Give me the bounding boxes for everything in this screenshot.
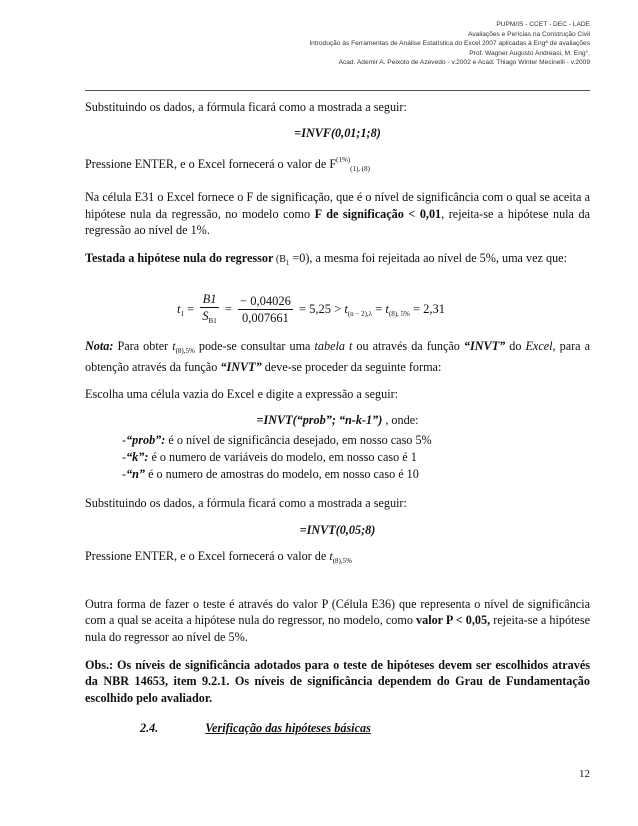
eq-symbol: t	[172, 338, 176, 353]
bold-text: Testada a hipótese nula do regressor	[85, 251, 274, 266]
bold-text: valor P < 0,05,	[416, 613, 491, 628]
formula-text: =INVT(“prob”; “n-k-1”)	[256, 413, 383, 428]
header-line: Introdução às Ferramentas de Análise Estatística do Excel 2007 aplicadas à Engª de avaliações	[309, 40, 590, 48]
paragraph-text: Pressione ENTER, e o Excel fornecerá o valor de	[85, 549, 330, 564]
paragraph	[85, 596, 590, 645]
paragraph-text: Para obter	[113, 338, 173, 353]
eq-operator: =	[187, 301, 195, 316]
italic-text: tabela t	[314, 338, 353, 353]
list-desc: é o numero de variáveis do modelo, em nosso caso é 1	[148, 450, 417, 465]
paragraph-text: , onde:	[382, 413, 419, 428]
header-divider	[85, 90, 590, 91]
eq-subscript: 1	[180, 309, 184, 318]
list-dash: -	[122, 467, 127, 482]
paragraph-text: , rejeita-se a hipótese nula da regressão ao nível de 1%.	[85, 206, 590, 238]
paragraph-text: rejeita-se a hipótese nula do regressor ao nível de 5%.	[85, 613, 590, 644]
paragraph-text: do	[505, 338, 526, 353]
header-line: Acad. Ademir A. Peixoto de Azevedo - v.2002 e Acad. Thiago Winter Mecinelli - v.2009	[338, 59, 590, 67]
list-item	[122, 449, 590, 466]
eq-symbol: t	[344, 301, 348, 316]
header-line: Prof. Wagner Augusto Andreasi, M. Eng°.	[469, 49, 590, 57]
paragraph-text: =0), a mesma foi rejeitada ao nível de 5%, uma vez que:	[289, 251, 567, 266]
section-title: Verificação das hipóteses básicas	[205, 721, 371, 736]
paragraph	[85, 152, 590, 177]
fraction	[238, 293, 293, 326]
page-number: 12	[579, 768, 590, 780]
fraction-numerator: B1	[200, 291, 218, 308]
eq-subscript: (8),5%	[175, 346, 195, 355]
formula-invt: =INVT(0,05;8)	[299, 522, 376, 537]
list-desc: é o nível de significância desejado, em nosso caso 5%	[165, 433, 432, 448]
eq-text: = 2,31	[413, 301, 446, 316]
eq-subscript: (8), 5%	[388, 309, 410, 318]
list-desc: é o numero de amostras do modelo, em nosso caso é 10	[145, 467, 419, 482]
observation-paragraph: Obs.: Os níveis de significância adotados para o teste de hipóteses devem ser escolhidos através da NBR 14653, item 9.2.1. Os níveis de significância dependem do Grau de Fundamentação escolhido pelo avaliador.	[85, 657, 590, 705]
t-test-equation	[85, 274, 590, 326]
paragraph: Escolha uma célula vazia do Excel e digite a expressão a seguir:	[85, 386, 399, 401]
list-item	[122, 432, 590, 449]
list-dash: -	[122, 450, 127, 465]
paragraph: Substituindo os dados, a fórmula ficará como a mostrada a seguir:	[85, 100, 407, 114]
parameter-list	[122, 432, 590, 483]
fraction-numerator: − 0,04026	[240, 294, 291, 309]
header-line: Avaliações e Perícias na Construção Civil	[468, 30, 590, 38]
superscript: (1%)	[336, 155, 351, 164]
paragraph-text: Outra forma de fazer o teste é através do valor P (Célula E36) que representa o nível de significância com a qual se aceita a hipótese nula do regressor, no modelo, como	[85, 596, 590, 628]
paragraph-text: (B	[273, 254, 286, 266]
bold-text: F de significação < 0,01	[314, 206, 442, 221]
formula-invf: =INVF(0,01;1;8)	[294, 126, 381, 141]
subscript: (1), (8)	[350, 164, 370, 173]
paragraph-text: deve-se proceder da seguinte forma:	[261, 360, 442, 375]
paragraph-text: para a obtenção através da função	[85, 338, 591, 375]
section-number: 2.4.	[140, 721, 159, 736]
page-header	[170, 20, 590, 68]
fraction-denominator: 0,007661	[242, 311, 289, 326]
eq-subscript: (n − 2),λ	[347, 309, 373, 318]
eq-symbol: S	[202, 308, 209, 323]
eq-subscript: B1	[208, 316, 217, 325]
eq-text: = 5,25 >	[298, 301, 342, 316]
eq-subscript: (8),5%	[332, 557, 352, 566]
paragraph: Substituindo os dados, a fórmula ficará como a mostrada a seguir:	[85, 496, 407, 511]
italic-text: Excel,	[525, 338, 556, 353]
paragraph	[85, 548, 590, 569]
function-name: “INVT”	[463, 338, 506, 353]
list-term: “prob”:	[126, 433, 166, 448]
paragraph-text: ou através da função	[352, 338, 464, 353]
eq-operator: =	[375, 301, 383, 316]
eq-symbol: t	[329, 549, 333, 564]
header-line: PUPM/IS - CCET - DEC - LADE	[496, 21, 590, 28]
list-term: “k”:	[126, 450, 149, 465]
paragraph	[85, 250, 590, 271]
list-term: “n”	[126, 467, 146, 482]
fraction-denominator	[200, 308, 218, 329]
list-dash: -	[122, 433, 127, 448]
section-heading	[140, 720, 590, 736]
note-paragraph	[85, 338, 590, 376]
subscript: 1	[285, 259, 290, 268]
eq-operator: =	[224, 301, 232, 316]
list-item	[122, 466, 590, 483]
function-name: “INVT”	[220, 360, 262, 375]
note-label: Nota:	[85, 338, 114, 353]
paragraph	[85, 189, 590, 238]
eq-symbol: t	[177, 301, 181, 316]
formula-invt-general	[85, 412, 590, 428]
page-body	[85, 99, 590, 737]
fraction	[200, 291, 218, 329]
paragraph-text: Na célula E31 o Excel fornece o F de significação, que é o nível de significância com o qual se aceita a hipótese nula da regressão, no modelo como	[85, 190, 590, 221]
paragraph-text: pode-se consultar uma	[194, 338, 315, 353]
paragraph-text: Pressione ENTER, e o Excel fornecerá o valor de F	[85, 156, 337, 171]
eq-symbol: t	[385, 301, 389, 316]
